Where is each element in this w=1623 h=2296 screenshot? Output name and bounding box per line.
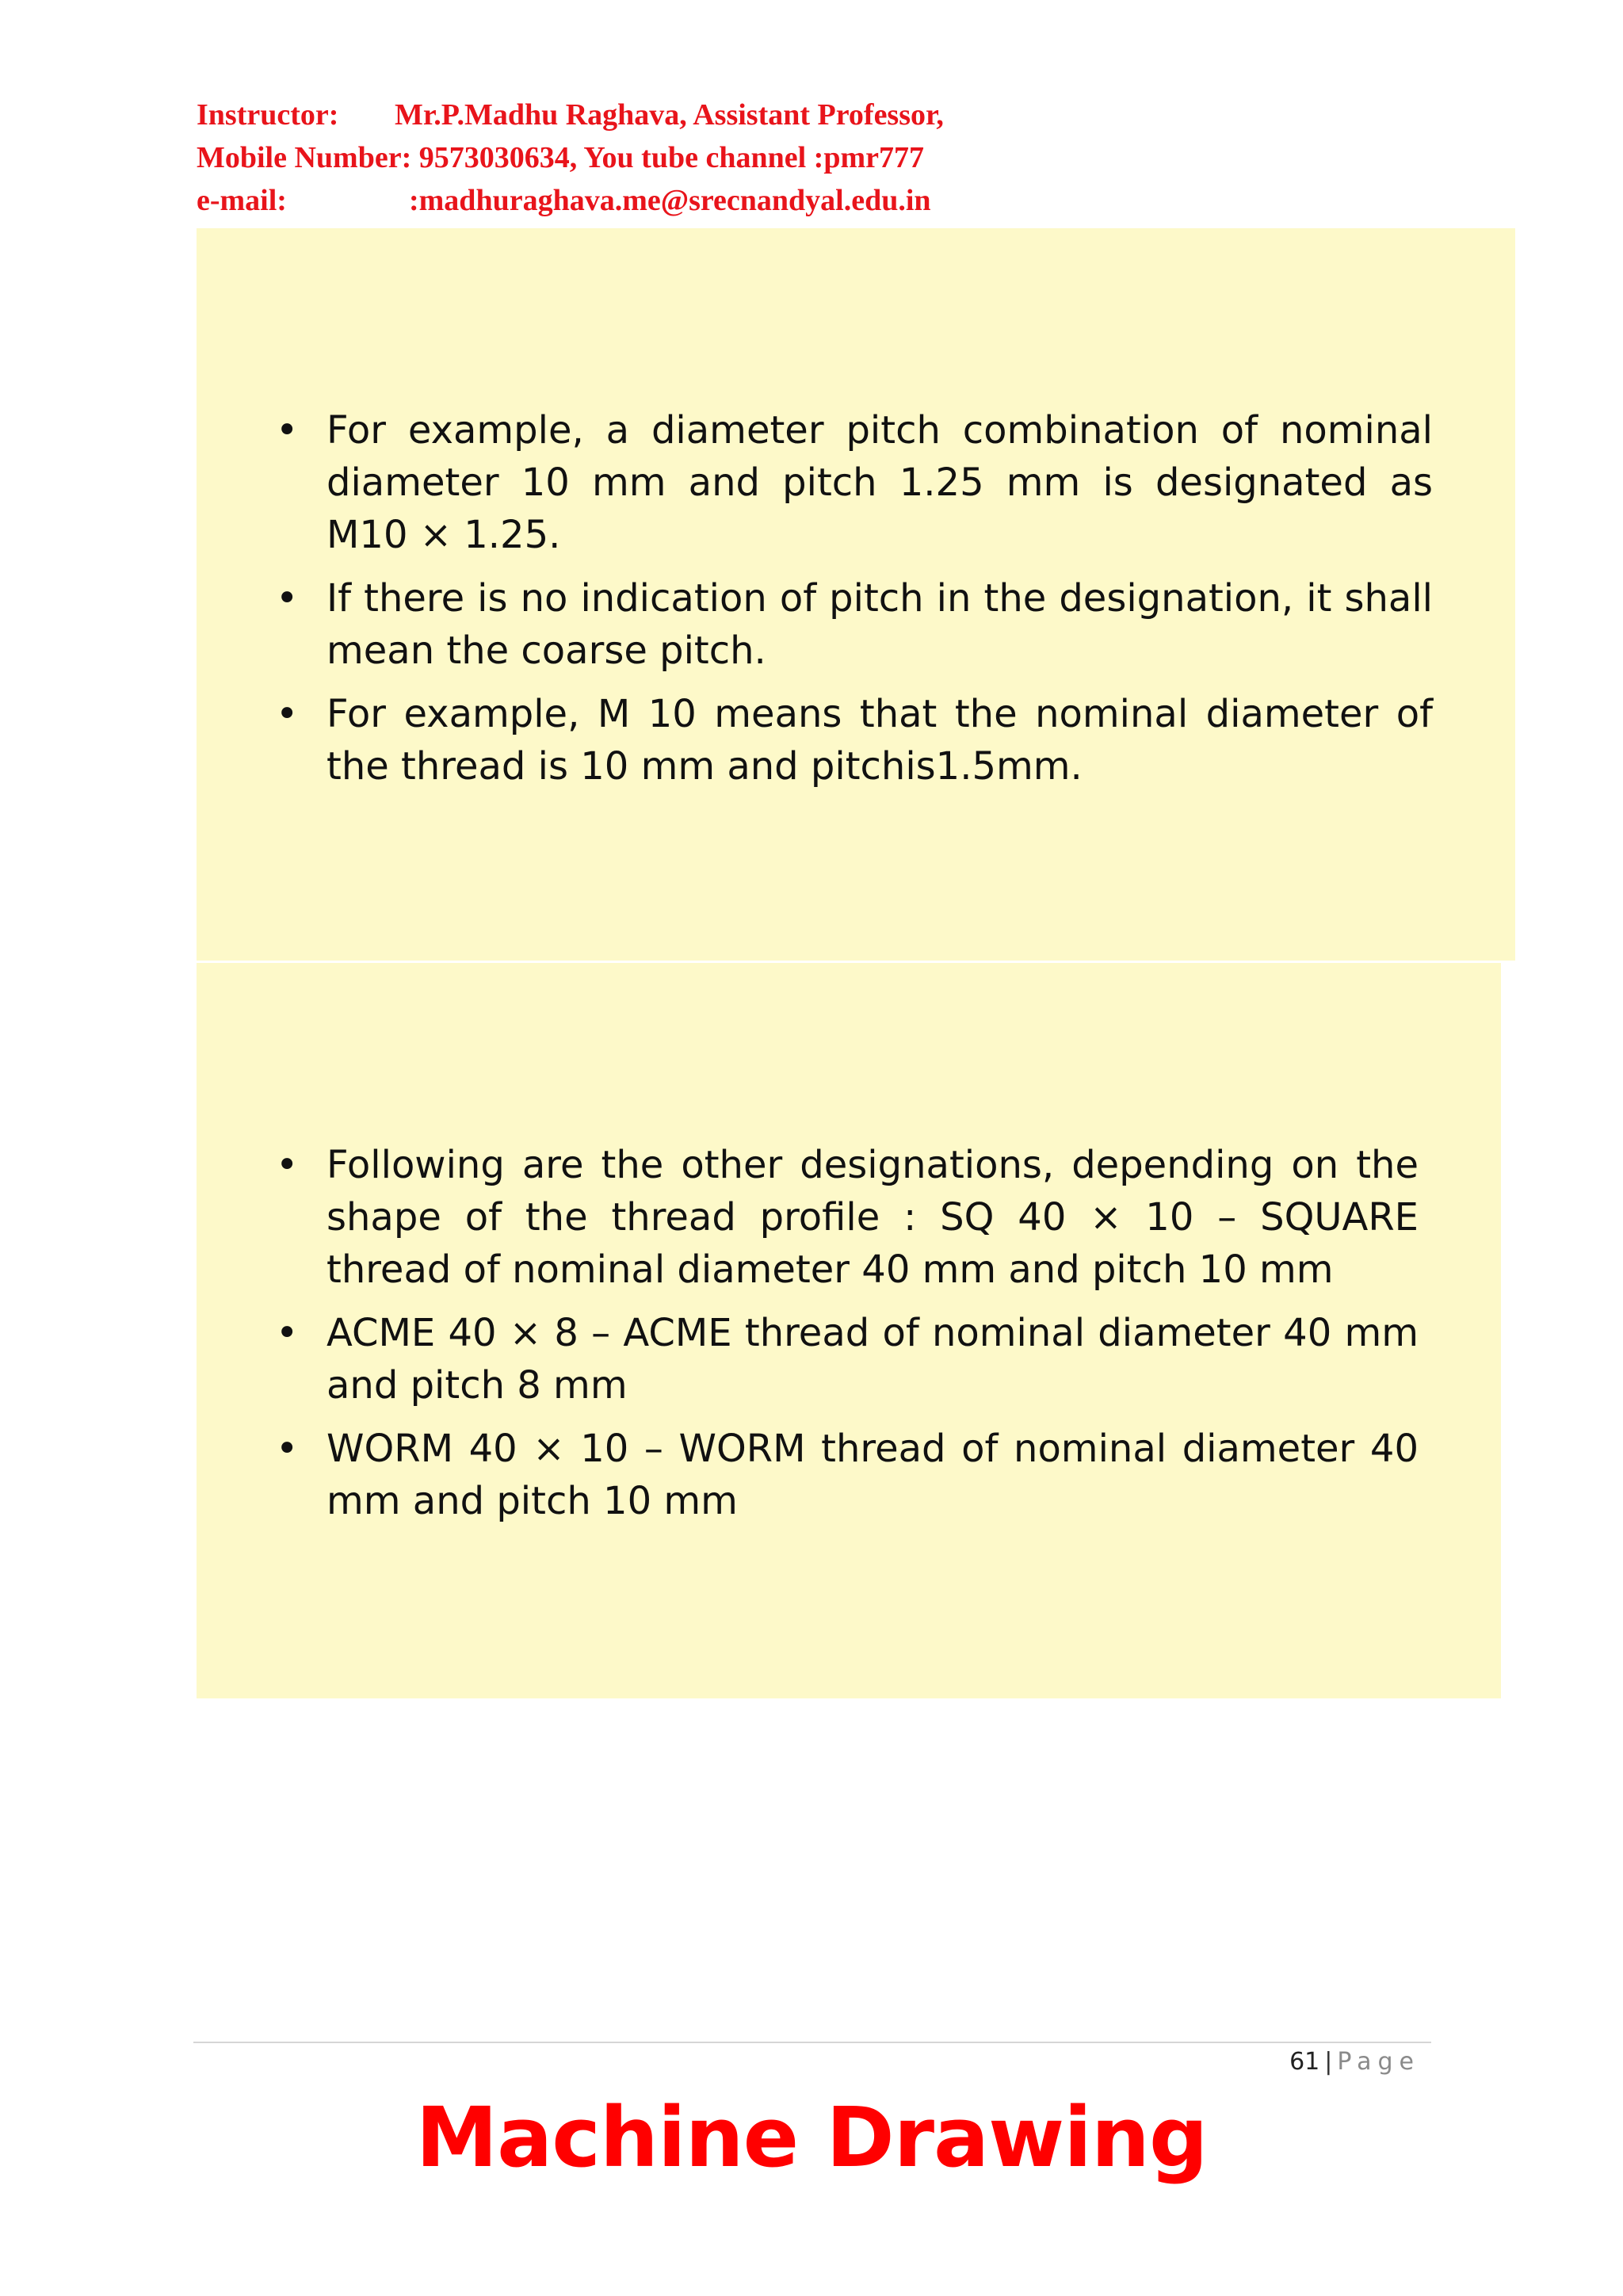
instructor-label: Instructor: (197, 98, 339, 132)
bullet-item (276, 1139, 1419, 1296)
bullet-text: ACME 40 × 8 – ACME thread of nominal diameter 40 mm and pitch 8 mm (327, 1311, 1419, 1408)
bullet-list (276, 1139, 1419, 1538)
slide-other-designations (197, 963, 1501, 1698)
bullet-text: Following are the other designations, depending on the shape of the thread profile : SQ 40 × 10 – SQUARE thread of nominal diameter 40 mm and pitch 10 mm (327, 1143, 1419, 1292)
page-separator: | (1324, 2048, 1333, 2076)
bullet-item (276, 1423, 1419, 1527)
email-label: e-mail: (197, 184, 287, 217)
bullet-dot: • (276, 692, 299, 736)
email-line (197, 179, 944, 222)
bullet-item (276, 572, 1433, 677)
bullet-dot: • (276, 576, 299, 621)
bullet-dot: • (276, 1143, 299, 1187)
bullet-text: For example, M 10 means that the nominal diameter of the thread is 10 mm and pitchis1.5mm. (327, 692, 1433, 789)
bullet-item (276, 404, 1433, 561)
document-title: Machine Drawing (415, 2089, 1208, 2186)
bullet-item (276, 1307, 1419, 1412)
email-value: :madhuraghava.me@srecnandyal.edu.in (409, 184, 931, 217)
instructor-value: Mr.P.Madhu Raghava, Assistant Professor, (395, 98, 944, 132)
bullet-dot: • (276, 1427, 299, 1471)
bullet-list (276, 404, 1433, 804)
bullet-text: If there is no indication of pitch in the designation, it shall mean the coarse pitch. (327, 576, 1433, 673)
page-number (1289, 2048, 1420, 2076)
bullet-item (276, 688, 1433, 793)
footer-divider (193, 2042, 1431, 2043)
bullet-dot: • (276, 1311, 299, 1355)
mobile-line (197, 136, 944, 179)
mobile-text: Mobile Number: 9573030634, You tube channel :pmr777 (197, 141, 924, 174)
instructor-header (197, 94, 944, 222)
page-word: Page (1337, 2048, 1420, 2076)
bullet-text: WORM 40 × 10 – WORM thread of nominal diameter 40 mm and pitch 10 mm (327, 1427, 1419, 1523)
slide-thread-designation-examples (197, 228, 1515, 961)
instructor-line (197, 94, 944, 136)
bullet-dot: • (276, 408, 299, 453)
bullet-text: For example, a diameter pitch combination of nominal diameter 10 mm and pitch 1.25 mm is designated as M10 × 1.25. (327, 408, 1433, 557)
page-number-value: 61 (1289, 2048, 1320, 2076)
